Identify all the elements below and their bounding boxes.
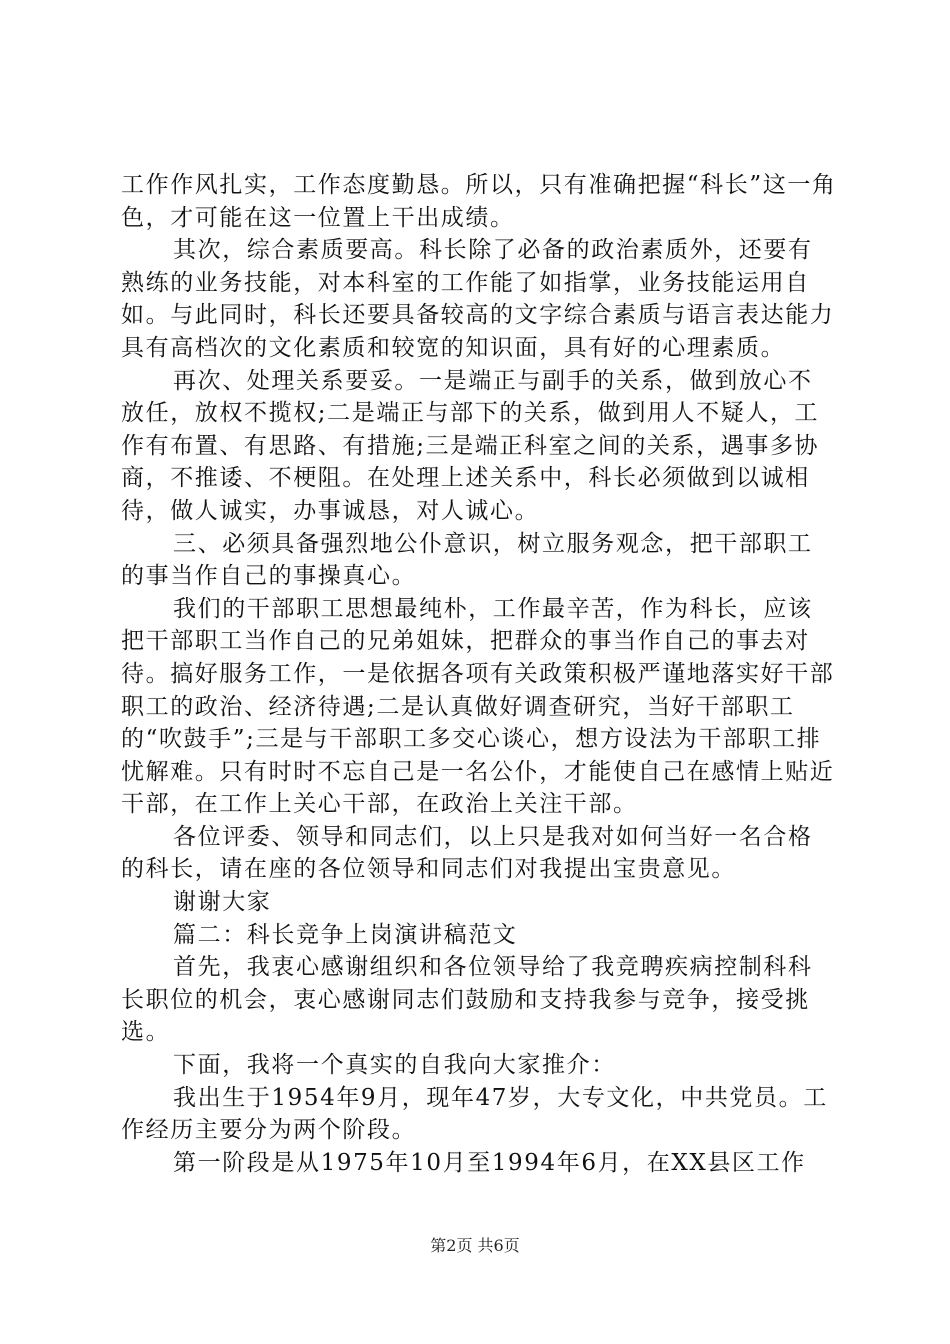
paragraph-7: 谢谢大家 [173, 889, 272, 916]
paragraph-2: 其次，综合素质要高。科长除了必备的政治素质外，还要有熟练的业务技能，对本科室的工作能了如指掌，业务技能运用自如。与此同时，科长还要具备较高的文字综合素质与语言表达能力具有高档次的文化素质和较宽的知识面，具有好的心理素质。 [121, 237, 835, 361]
section-heading: 篇二：科长竞争上岗演讲稿范文 [173, 921, 518, 948]
paragraph-9: 首先，我衷心感谢组织和各位领导给了我竞聘疾病控制科科长职位的机会，衷心感谢同志们鼓励和支持我参与竞争，接受挑选。 [121, 954, 813, 1046]
paragraph-12: 第一阶段是从1975年10月至1994年6月，在XX县区工作 [173, 1149, 806, 1176]
paragraph-10: 下面，我将一个真实的自我向大家推介： [173, 1052, 616, 1079]
paragraph-6: 各位评委、领导和同志们，以上只是我对如何当好一名合格的科长，请在座的各位领导和同志们对我提出宝贵意见。 [121, 823, 813, 883]
paragraph-3: 再次、处理关系要妥。一是端正与副手的关系，做到放心不放任，放权不揽权;二是端正与部下的关系，做到用人不疑人，工作有布置、有思路、有措施;三是端正科室之间的关系，遇事多协商，不推诿、不梗阻。在处理上述关系中，科长必须做到以诚相待，做人诚实，办事诚恳，对人诚心。 [121, 367, 820, 524]
paragraph-4: 三、必须具备强烈地公仆意识，树立服务观念，把干部职工的事当作自己的事操真心。 [121, 530, 813, 590]
paragraph-11: 我出生于1954年9月，现年47岁，大专文化，中共党员。工作经历主要分为两个阶段。 [121, 1084, 828, 1144]
page-number-footer: 第2页 共6页 [430, 1236, 520, 1255]
paragraph-5: 我们的干部职工思想最纯朴，工作最辛苦，作为科长，应该把干部职工当作自己的兄弟姐妹，把群众的事当作自己的事去对待。搞好服务工作，一是依据各项有关政策积极严谨地落实好干部职工的政治、经济待遇;二是认真做好调查研究，当好干部职工的“吹鼓手”;三是与干部职工多交心谈心，想方设法为干部职工排忧解难。只有时时不忘自己是一名公仆，才能使自己在感情上贴近干部，在工作上关心干部，在政治上关注干部。 [121, 595, 835, 818]
paragraph-1: 工作作风扎实，工作态度勤恳。所以，只有准确把握“科长”这一角色，才可能在这一位置上干出成绩。 [121, 172, 837, 231]
document-body [121, 169, 837, 1179]
